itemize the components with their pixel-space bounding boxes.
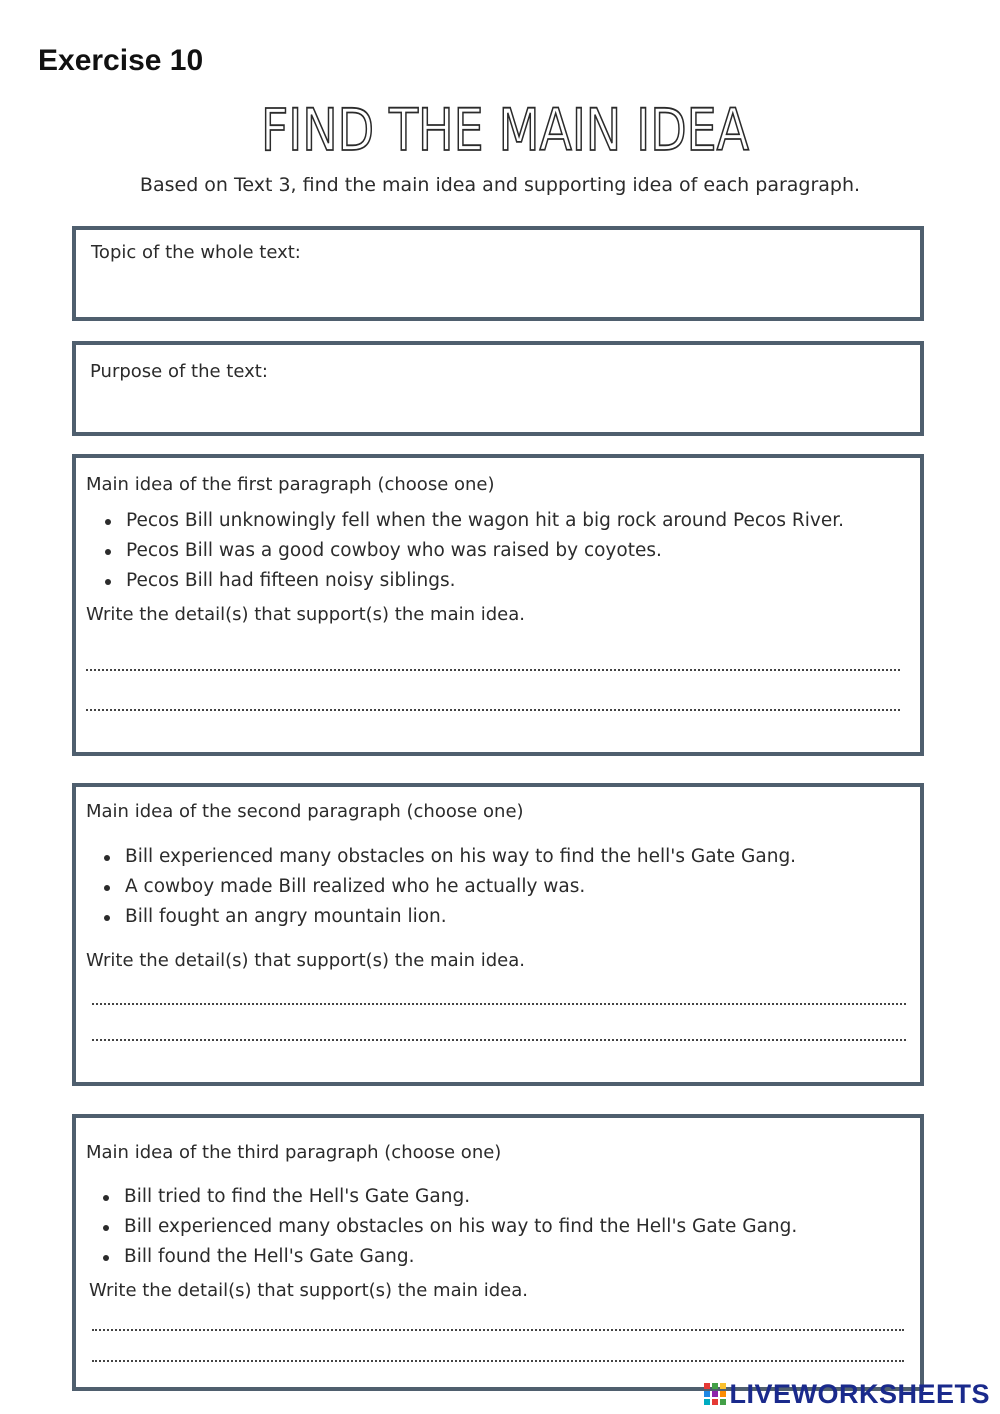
paragraph-1-options <box>90 506 844 596</box>
paragraph-1-answer-line-1[interactable] <box>86 669 900 671</box>
purpose-box <box>72 341 924 436</box>
worksheet-title-text: FIND THE MAIN IDEA <box>261 96 750 164</box>
paragraph-1-heading: Main idea of the first paragraph (choose one) <box>86 474 495 495</box>
liveworksheets-logo[interactable] <box>703 1378 990 1410</box>
paragraph-2-box <box>72 783 924 1086</box>
exercise-number: Exercise 10 <box>38 44 204 77</box>
paragraph-1-box <box>72 454 924 756</box>
paragraph-2-options <box>89 842 796 932</box>
paragraph-1-option-1[interactable]: Pecos Bill unknowingly fell when the wagon hit a big rock around Pecos River. <box>126 506 844 536</box>
paragraph-2-option-1[interactable]: Bill experienced many obstacles on his way to find the hell's Gate Gang. <box>125 842 796 872</box>
paragraph-2-answer-line-1[interactable] <box>92 1003 906 1005</box>
instruction-text: Based on Text 3, find the main idea and supporting idea of each paragraph. <box>139 174 861 196</box>
liveworksheets-logo-icon <box>703 1381 727 1407</box>
paragraph-3-heading: Main idea of the third paragraph (choose one) <box>86 1142 502 1163</box>
topic-box <box>72 226 924 321</box>
paragraph-1-option-3[interactable]: Pecos Bill had fifteen noisy siblings. <box>126 566 844 596</box>
liveworksheets-brand: LIVEWORKSHEETS <box>729 1378 990 1409</box>
paragraph-2-heading: Main idea of the second paragraph (choose one) <box>86 801 524 822</box>
paragraph-3-option-3[interactable]: Bill found the Hell's Gate Gang. <box>124 1242 797 1272</box>
paragraph-2-option-3[interactable]: Bill fought an angry mountain lion. <box>125 902 796 932</box>
paragraph-3-answer-line-1[interactable] <box>92 1329 904 1331</box>
paragraph-2-option-2[interactable]: A cowboy made Bill realized who he actually was. <box>125 872 796 902</box>
paragraph-3-option-2[interactable]: Bill experienced many obstacles on his way to find the Hell's Gate Gang. <box>124 1212 797 1242</box>
paragraph-1-answer-line-2[interactable] <box>86 709 900 711</box>
paragraph-3-option-1[interactable]: Bill tried to find the Hell's Gate Gang. <box>124 1182 797 1212</box>
worksheet-title <box>0 90 1000 170</box>
paragraph-3-answer-line-2[interactable] <box>92 1360 904 1362</box>
paragraph-1-detail-prompt: Write the detail(s) that support(s) the main idea. <box>86 604 525 625</box>
topic-label: Topic of the whole text: <box>91 242 301 263</box>
purpose-label: Purpose of the text: <box>90 361 268 382</box>
paragraph-2-answer-line-2[interactable] <box>92 1039 906 1041</box>
paragraph-3-box <box>72 1114 924 1391</box>
paragraph-2-detail-prompt: Write the detail(s) that support(s) the main idea. <box>86 950 525 971</box>
paragraph-3-options <box>88 1182 797 1272</box>
paragraph-1-option-2[interactable]: Pecos Bill was a good cowboy who was raised by coyotes. <box>126 536 844 566</box>
paragraph-3-detail-prompt: Write the detail(s) that support(s) the main idea. <box>89 1280 528 1301</box>
